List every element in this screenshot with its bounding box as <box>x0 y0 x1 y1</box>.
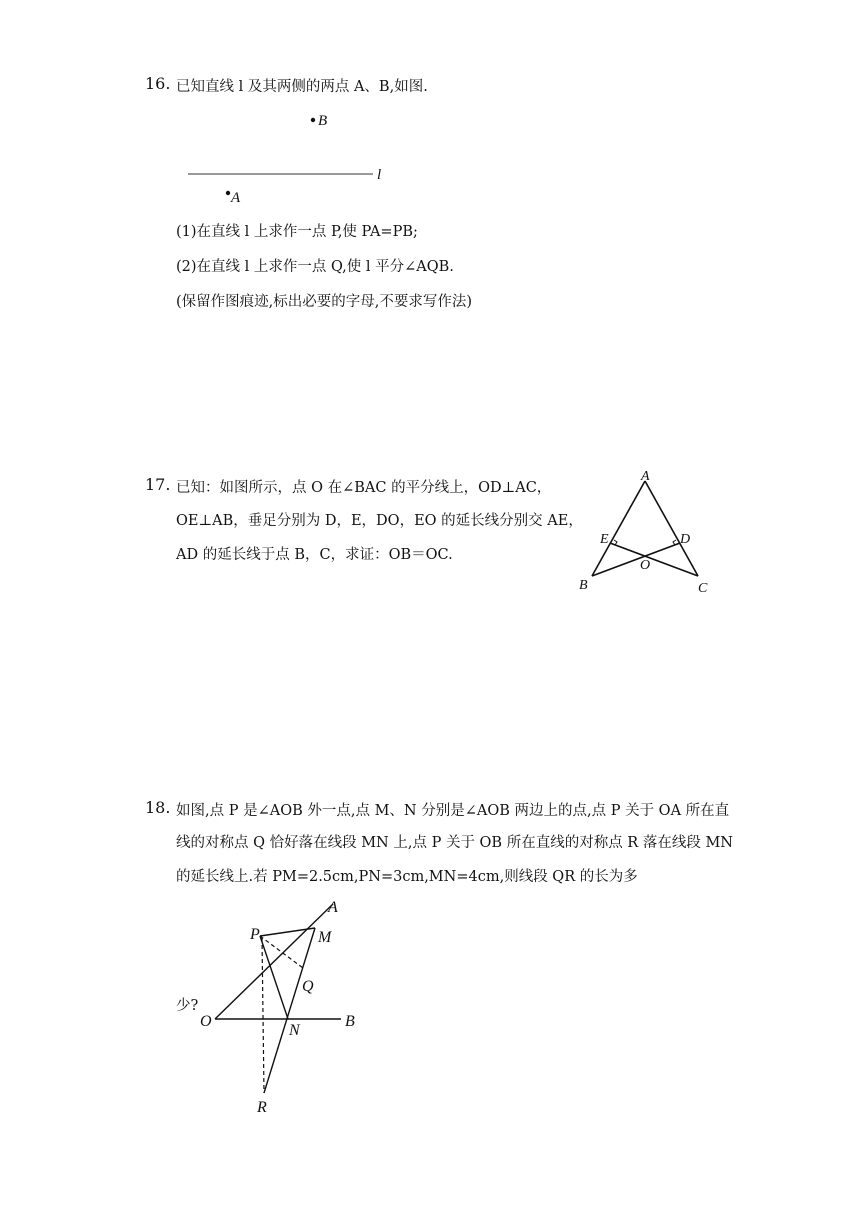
label-d: D <box>680 532 691 547</box>
segment-pn <box>260 936 288 1019</box>
q16-part1: (1)在直线 l 上求作一点 P,使 PA=PB; <box>176 224 418 240</box>
ray-oa <box>215 904 333 1019</box>
label-b: B <box>318 113 328 129</box>
label-n: N <box>289 1022 300 1039</box>
segment-bd <box>592 543 680 576</box>
label-p: P <box>250 926 260 943</box>
q17-figure <box>570 465 720 600</box>
label-q: Q <box>302 978 314 995</box>
label-b: B <box>345 1013 355 1030</box>
label-o: O <box>640 558 651 573</box>
segment-mr <box>264 928 315 1093</box>
label-o: O <box>200 1013 212 1030</box>
label-e: E <box>600 532 609 547</box>
q18-figure <box>190 888 370 1118</box>
q17-line1: 已知：如图所示，点 O 在∠BAC 的平分线上，OD⊥AC， <box>176 480 552 496</box>
label-m: M <box>318 929 332 946</box>
label-b: B <box>579 578 588 593</box>
q17-line3: AD 的延长线于点 B，C，求证：OB＝OC. <box>176 547 453 563</box>
segment-ec <box>610 543 698 576</box>
q18-line4: 少? <box>176 998 199 1014</box>
label-c: C <box>698 581 708 596</box>
q18-line2: 线的对称点 Q 恰好落在线段 MN 上,点 P 关于 OB 所在直线的对称点 R 落在线段 MN <box>176 835 733 851</box>
segment-pq-dashed <box>260 936 303 968</box>
label-a: A <box>641 469 650 484</box>
segment-pr-dashed <box>262 938 264 1093</box>
q17-number: 17. <box>145 475 171 494</box>
q17-line2: OE⊥AB，垂足分别为 D，E，DO，EO 的延长线分别交 AE， <box>176 513 583 529</box>
segment-pm <box>260 928 315 936</box>
q16-part2: (2)在直线 l 上求作一点 Q,使 l 平分∠AQB. <box>176 259 454 275</box>
q16-note: (保留作图痕迹,标出必要的字母,不要求写作法) <box>176 294 473 310</box>
q16-number: 16. <box>145 74 171 93</box>
q18-number: 18. <box>145 798 171 817</box>
q16-figure <box>180 108 400 208</box>
q18-line3: 的延长线上.若 PM=2.5cm,PN=3cm,MN=4cm,则线段 QR 的长为多 <box>176 869 638 885</box>
label-r: R <box>257 1099 267 1116</box>
label-a: A <box>231 190 241 206</box>
point-b <box>311 118 315 122</box>
label-l: l <box>377 167 382 183</box>
label-a: A <box>328 899 338 916</box>
segment-ac <box>645 481 698 576</box>
q18-line1: 如图,点 P 是∠AOB 外一点,点 M、N 分别是∠AOB 两边上的点,点 P 关于 OA 所在直 <box>176 803 730 819</box>
q16-stem: 已知直线 l 及其两侧的两点 A、B,如图. <box>176 79 428 95</box>
point-a <box>226 191 230 195</box>
segment-ab <box>592 481 645 576</box>
